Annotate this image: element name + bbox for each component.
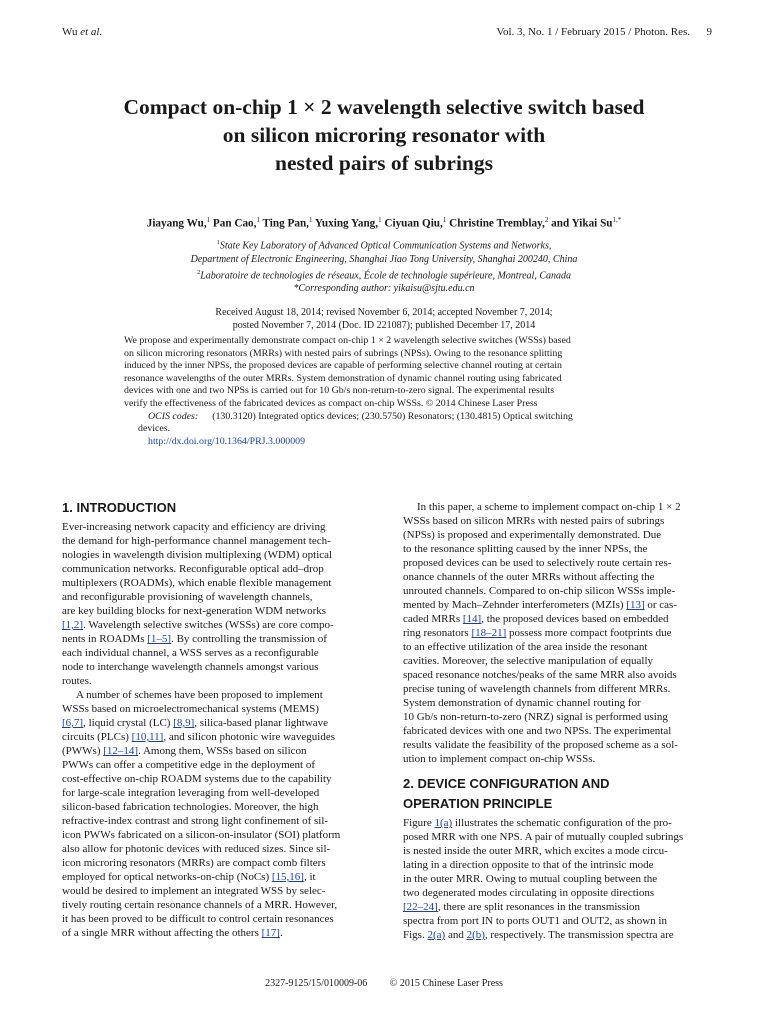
body-line: are key building blocks for next-generation WDM networks [62, 605, 327, 617]
body-line: (PWWs) [12–14]. Among them, WSSs based on silicon [62, 745, 307, 757]
body-line: refractive-index contrast and strong light confinement of sil- [62, 815, 329, 827]
body-line: onance channels of the outer MRRs without affecting the [403, 571, 655, 583]
body-line: in the outer MRR. Owing to mutual coupling between the [403, 873, 658, 885]
body-line: WSSs based on silicon MRRs with nested pairs of subrings [403, 515, 665, 527]
body-line: [22–24], there are split resonances in the transmission [403, 901, 641, 913]
body-line: nents in ROADMs [1–5]. By controlling the transmission of [62, 633, 327, 645]
paper-title: Compact on-chip 1 × 2 wavelength selective switch based on silicon microring resonator with nested pairs of subrings [123, 95, 645, 175]
citation-link[interactable]: [12–14] [103, 745, 139, 757]
citation-link[interactable]: [1,2] [62, 619, 84, 631]
citation-link[interactable]: [15,16] [271, 871, 304, 883]
body-line: cavities. Moreover, the selective manipulation of equally [403, 655, 654, 667]
body-line: cost-effective on-chip ROADM systems due to the capability [62, 773, 332, 785]
body-line: Ever-increasing network capacity and efficiency are driving [62, 521, 326, 533]
body-line: ution to implement compact on-chip WSSs. [403, 753, 596, 765]
body-line: communication networks. Reconfigurable optical add–drop [62, 563, 324, 575]
body-line: two degenerated modes circulating in opposite directions [403, 887, 655, 899]
body-line: it has been proved to be difficult to control certain resonances [62, 913, 334, 925]
body-line: WSSs based on microelectromechanical systems (MEMS) [62, 703, 319, 715]
citation-link[interactable]: [17] [261, 927, 280, 939]
section-heading: OPERATION PRINCIPLE [403, 796, 553, 811]
body-line: is nested inside the outer MRR, which excites a mode circu- [403, 845, 668, 857]
citation-link[interactable]: [1–5] [147, 633, 172, 645]
doi-link[interactable]: http://dx.doi.org/10.1364/PRJ.3.000009 [148, 435, 306, 447]
body-line: icon PWWs fabricated on a silicon-on-insulator (SOI) platform [62, 829, 341, 841]
citation-link[interactable]: [8,9] [173, 717, 195, 729]
citation-link[interactable]: [14] [462, 613, 482, 625]
body-line: [6,7], liquid crystal (LC) [8,9], silica-based planar lightwave [62, 717, 329, 729]
body-line: circuits (PLCs) [10,11], and silicon photonic wire waveguides [62, 731, 336, 743]
body-line: employed for optical networks-on-chip (NoCs) [15,16], it [62, 871, 316, 883]
body-line: to an effective utilization of the area inside the resonant [403, 641, 648, 653]
section-heading: 1. INTRODUCTION [62, 500, 177, 515]
body-line: for large-scale integration leveraging from well-developed [62, 787, 320, 799]
body-line: multiplexers (ROADMs), which enable flexible management [62, 577, 332, 589]
body-line: caded MRRs [14], the proposed devices based on embedded [403, 613, 669, 625]
affiliations [60, 236, 708, 295]
body-line: node to interchange wavelength channels amongst various [62, 661, 319, 673]
body-line: results validate the feasibility of the proposed scheme as a sol- [403, 739, 678, 751]
body-line: the demand for high-performance channel management tech- [62, 535, 331, 547]
body-line: (NPSs) is proposed and experimentally demonstrated. Due [403, 529, 662, 541]
body-line: A number of schemes have been proposed to implement [76, 689, 323, 701]
page-footer [0, 978, 768, 989]
affiliation-line: Department of Electronic Engineering, Shanghai Jiao Tong University, Shanghai 200240, China [190, 253, 578, 265]
body-line: unrouted channels. Compared to on-chip silicon WSSs imple- [403, 585, 676, 597]
body-line: routes. [62, 675, 92, 687]
corresponding-author: *Corresponding author: yikaisu@sjtu.edu.cn [293, 283, 475, 295]
body-line: lating in a direction opposite to that of the intrinsic mode [403, 859, 654, 871]
body-line: In this paper, a scheme to implement compact on-chip 1 × 2 [417, 501, 681, 513]
body-line: posed MRR with one NPS. A pair of mutually coupled subrings [403, 831, 684, 843]
spacer [403, 766, 721, 776]
body-line: of a single MRR without affecting the others [17]. [62, 927, 283, 939]
citation-link[interactable]: [13] [626, 599, 645, 611]
right-column [403, 500, 721, 942]
body-line: proposed devices can be used to selectively route certain res- [403, 557, 672, 569]
author-list: Jiayang Wu,$^1$ Pan Cao,$^1$ Ting Pan,$^1$ Yuxing Yang,$^1$ Ciyuan Qiu,$^1$ Christine Tremblay,$^2$ and Yikai $Su^{1,*}$ [146, 216, 622, 230]
body-line: Figure 1(a) illustrates the schematic configuration of the pro- [403, 817, 672, 829]
body-line: silicon-based fabrication technologies. Moreover, the high [62, 801, 319, 813]
body-line: [1,2]. Wavelength selective switches (WSSs) are core compo- [62, 619, 334, 631]
body-line: nologies in wavelength division multiplexing (WDM) optical [62, 549, 333, 561]
citation-link[interactable]: [18–21] [471, 627, 507, 639]
body-line: fabricated devices with one and two NPSs. The experimental [403, 725, 672, 737]
citation-link[interactable]: 1(a) [434, 817, 453, 829]
citation-link[interactable]: 2(a) [427, 929, 446, 941]
citation-link[interactable]: [22–24] [403, 901, 438, 913]
body-line: System demonstration of dynamic channel routing for [403, 697, 641, 709]
citation-link[interactable]: [10,11] [131, 731, 164, 743]
body-line: each individual channel, a WSS serves as a reconfigurable [62, 647, 319, 659]
running-head-journal: Vol. 3, No. 1 / February 2015 / Photon. Res. 9 [496, 26, 712, 38]
body-line: 10 Gb/s non-return-to-zero (NRZ) signal is performed using [403, 711, 668, 723]
body-line: PWWs can offer a competitive edge in the deployment of [62, 759, 316, 771]
body-line: precise tuning of wavelength channels from different MRRs. [403, 683, 671, 695]
footer-copyright: © 2015 Chinese Laser Press [389, 978, 503, 989]
body-line: ring resonators [18–21] possess more compact footprints due [403, 627, 672, 639]
body-line: spaced resonance notches/peaks of the same MRR also avoids [403, 669, 677, 681]
body-line: would be desired to implement an integrated WSS by selec- [62, 885, 326, 897]
page-number: 9 [706, 26, 712, 38]
abstract: We propose and experimentally demonstrate compact on-chip 1 × 2 wavelength selective switches (WSSs) based on silicon microring resonators (MRRs) with nested pairs of subrings (NPSs). Owing to the resonance splitting induced by the inner NPSs, the proposed devices are capable of performing selective channel routing at certain resonance wavelengths of the outer MRRs. System demonstration of dynamic channel routing using fabricated devices with one and two NPSs is carried out for 10 Gb/s non-return-to-zero signal. The experimental results verify the effectiveness of the fabricated devices as compact on-chip WSSs. © 2014 Chinese Laser Press OCIS codes: (130.3120) Integrated optics devices; (230.5750) Resonators; (130.4815) Optical switching devices. http://dx.doi.org/10.1364/PRJ.3.000009 [124, 335, 656, 448]
received-dates: Received August 18, 2014; revised November 6, 2014; accepted November 7, 2014; posted November 7, 2014 (Doc. ID 221087); published December 17, 2014 [215, 307, 553, 331]
body-line: and reconfigurable provisioning of wavelength channels, [62, 591, 313, 603]
affiliation-line: $^2$Laboratoire de technologies de réseaux, École de technologie supérieure, Montreal, Canada [196, 268, 571, 282]
body-line: tively routing certain resonance channels of a MRR. However, [62, 899, 338, 911]
body-line: mented by Mach–Zehnder interferometers (MZIs) [13] or cas- [403, 599, 677, 611]
issn: 2327-9125/15/010009-06 [265, 978, 368, 989]
body-line: to the resonance splitting caused by the inner NPSs, the [403, 543, 648, 555]
body-line: spectra from port IN to ports OUT1 and OUT2, as shown in [403, 915, 667, 927]
running-head-authors: Wu et al. [62, 26, 103, 38]
citation-link[interactable]: 2(b) [466, 929, 485, 941]
left-column [62, 500, 380, 940]
section-heading: 2. DEVICE CONFIGURATION AND [403, 776, 610, 791]
body-line: icon microring resonators (MRRs) are compact comb filters [62, 857, 326, 869]
citation-link[interactable]: [6,7] [62, 717, 84, 729]
body-line: also allow for photonic devices with reduced sizes. Since sil- [62, 843, 331, 855]
affiliation-line: $^1$State Key Laboratory of Advanced Optical Communication Systems and Networks, [216, 239, 552, 252]
body-line: Figs. 2(a) and 2(b), respectively. The transmission spectra are [403, 929, 674, 941]
ocis-codes: OCIS codes: (130.3120) Integrated optics devices; (230.5750) Resonators; (130.4815) Optical switching [148, 410, 573, 422]
